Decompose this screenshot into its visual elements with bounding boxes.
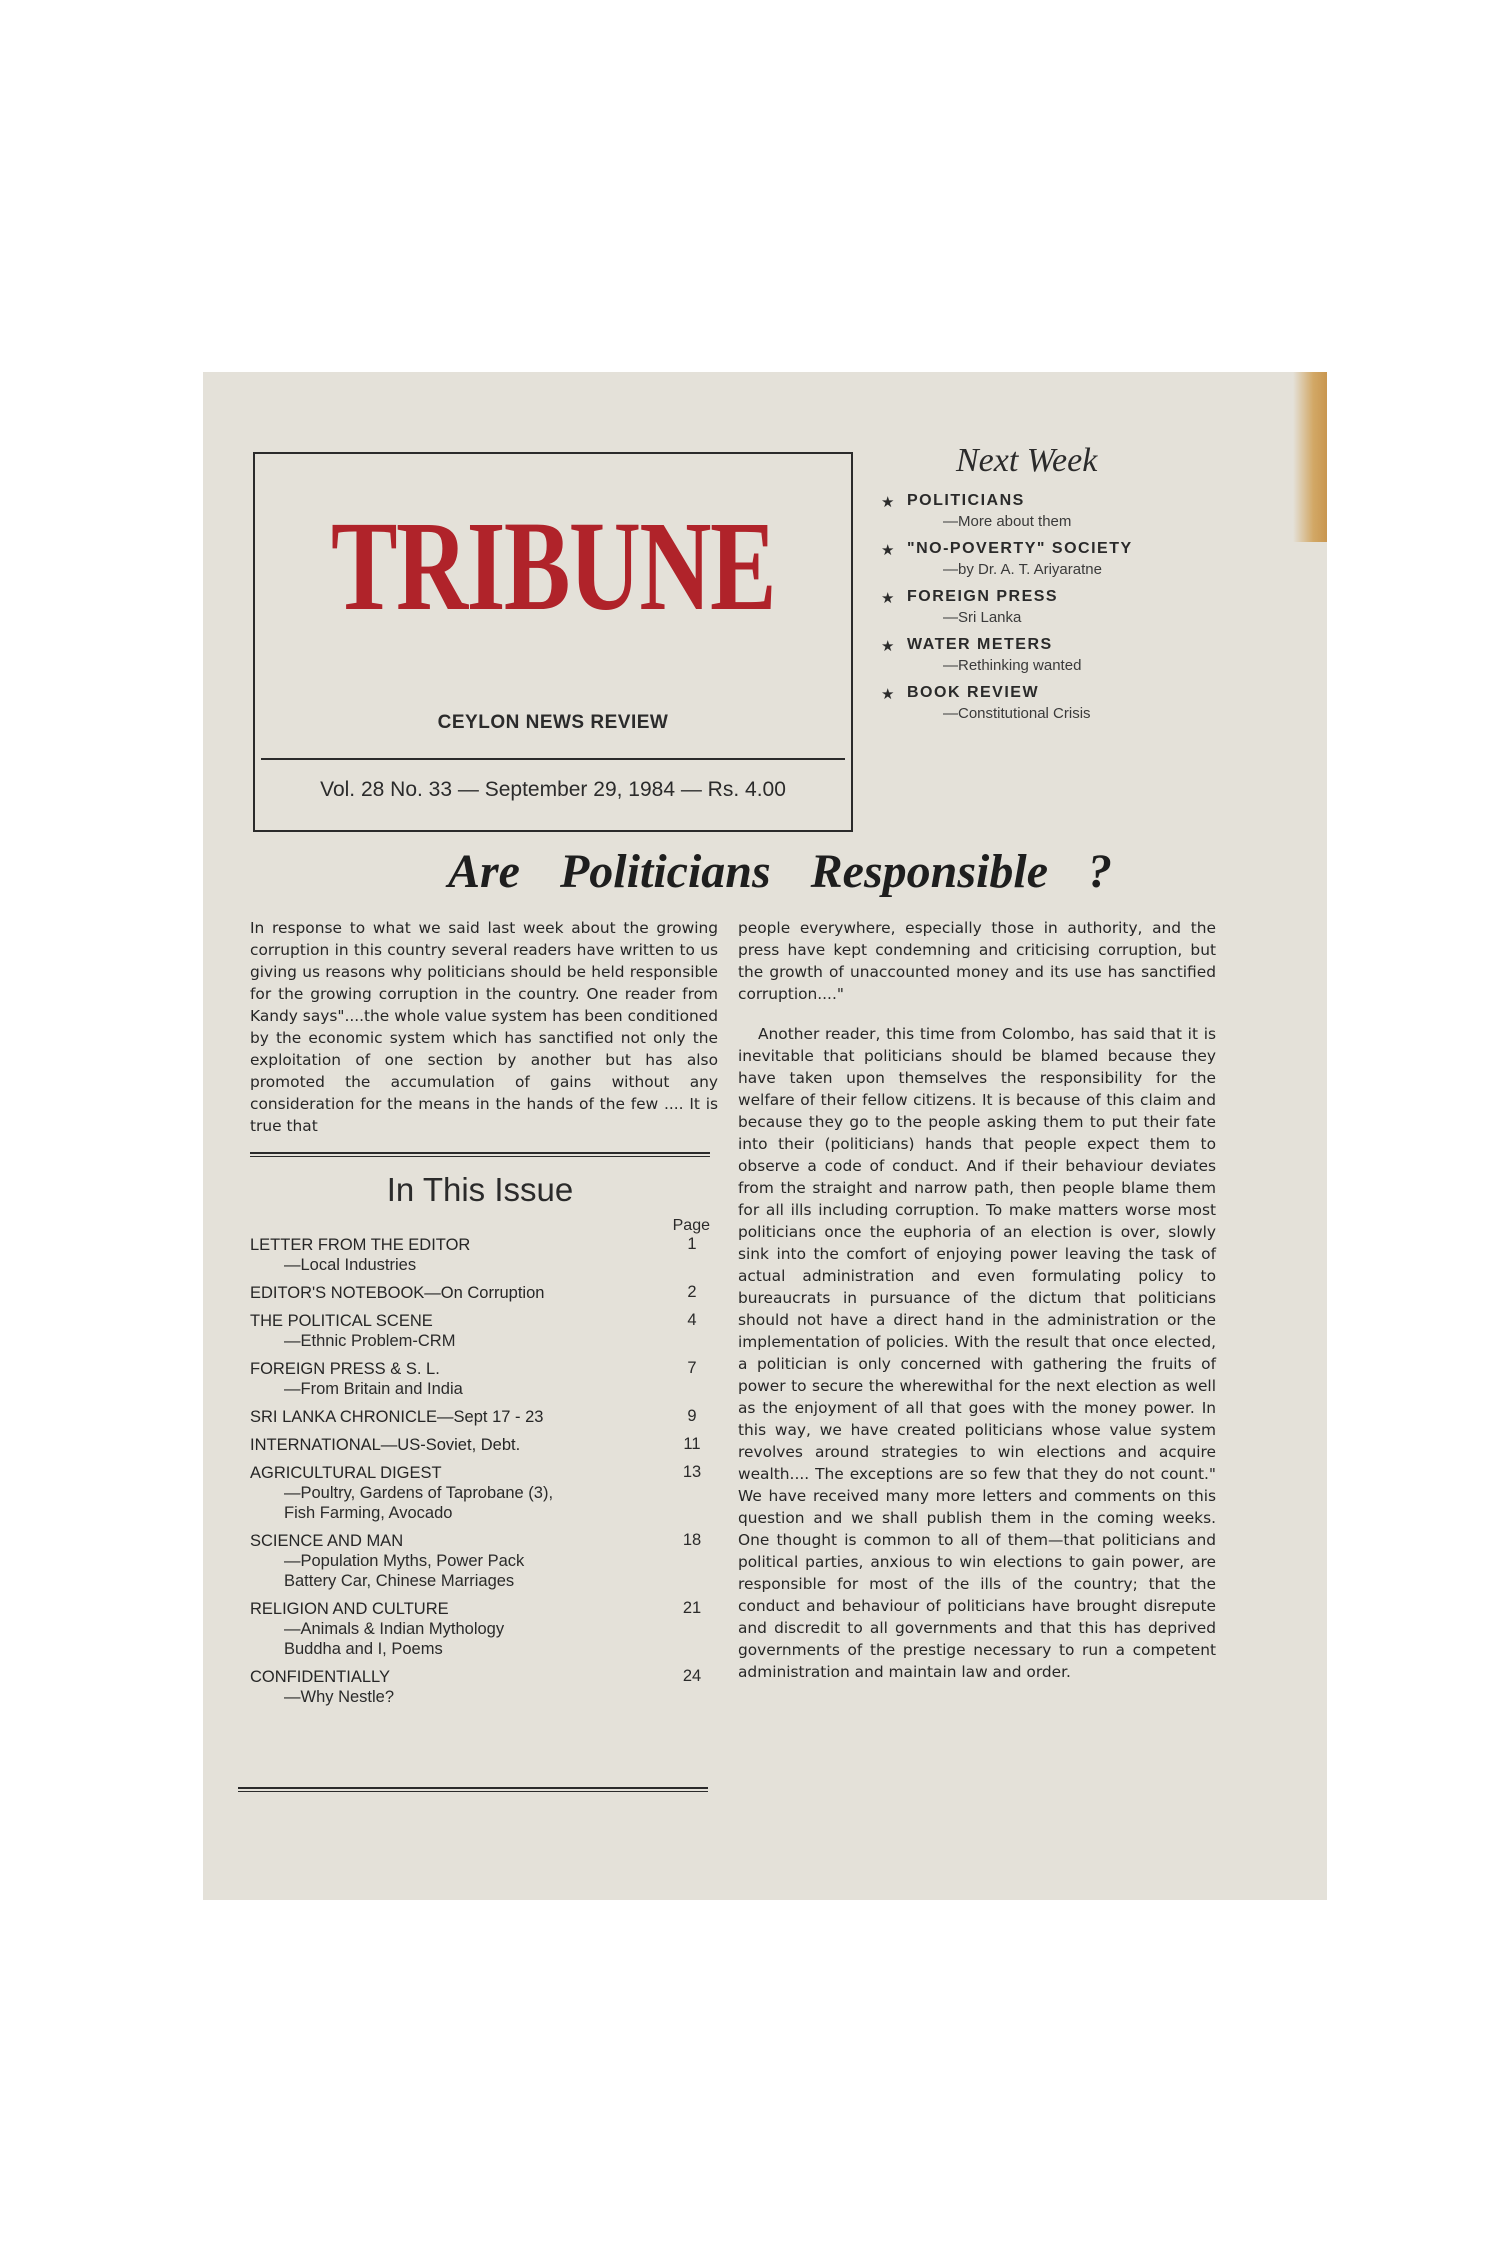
next-week-panel: [881, 442, 1301, 732]
next-week-title: Next Week: [956, 442, 1098, 479]
toc-entry-page: 11: [683, 1435, 701, 1453]
toc-entry-page: 7: [687, 1359, 697, 1377]
toc-entry-sub: —Poultry, Gardens of Taprobane (3),: [284, 1484, 554, 1502]
magazine-page: [203, 372, 1327, 1900]
article-left-column: [250, 917, 718, 1137]
toc-entry-sub: Fish Farming, Avocado: [284, 1504, 453, 1522]
next-week-item-sub: —by Dr. A. T. Ariyaratne: [943, 561, 1102, 578]
next-week-item-title: WATER METERS: [907, 636, 1053, 653]
toc-entry-title: CONFIDENTIALLY: [250, 1668, 390, 1686]
toc-entry-sub: —From Britain and India: [284, 1380, 463, 1398]
toc-entry-title: AGRICULTURAL DIGEST: [250, 1464, 442, 1482]
toc-entry: [250, 1435, 710, 1455]
toc-entry-sub: —Ethnic Problem-CRM: [284, 1332, 456, 1350]
toc-entry-page: 24: [682, 1667, 702, 1685]
divider: [238, 1787, 708, 1792]
toc-entry-title: FOREIGN PRESS & S. L.: [250, 1360, 440, 1378]
toc-entry-page: 18: [682, 1531, 702, 1549]
next-week-item-sub: —Constitutional Crisis: [943, 705, 1091, 722]
toc-entry-title: SRI LANKA CHRONICLE—Sept 17 - 23: [250, 1408, 544, 1426]
next-week-item: [881, 588, 1301, 626]
next-week-item: [881, 540, 1301, 578]
toc-list: [250, 1235, 710, 1707]
toc-entry-page: 13: [682, 1463, 702, 1481]
article-paragraph: Another reader, this time from Colombo, has said that it is inevitable that politicians should be blamed because they have taken upon themselves the responsibility for the welfare of their fellow citizens. It is because of this claim and because they go to the people asking them to put their fate into their (politicians) hands that people expect them to observe a code of conduct. And if their behaviour deviates from the straight and narrow path, then people blame them for all ills including corruption. To make matters worse most politicians once the euphoria of an election is over, slowly sink into the comfort of enjoying power leaving the task of actual administration and even formulating policy to bureaucrats in pursuance of the dictum that politicians should not have a direct hand in the administration or the implementation of policies. With the result that once elected, a politician is only concerned with gathering the fruits of power to secure the wherewithal for the next election as well as the enjoyment of all that goes with the money power. In this way, we have created politicians whose value system revolves around strategies to win elections and acquire wealth.... The exceptions are so few that they do not count." We have received many more letters and comments on this question and we shall publish them in the coming weeks. One thought is common to all of them—that politicians and political parties, anxious to win elections to gain power, are responsible for most of the ills of the country; that the conduct and behaviour of politicians have brought disrepute and discredit to all governments and that this has deprived governments of the prestige necessary to run a competent administration and maintain law and order.: [738, 1025, 1216, 1681]
toc-entry: [250, 1311, 710, 1351]
next-week-item: [881, 492, 1301, 530]
toc-entry-sub: —Local Industries: [284, 1256, 417, 1274]
toc-entry-sub: —Why Nestle?: [284, 1688, 395, 1706]
toc-entry-page: 1: [687, 1235, 697, 1253]
next-week-item: [881, 636, 1301, 674]
toc-entry: [250, 1531, 710, 1591]
toc-entry-page: 21: [682, 1599, 702, 1617]
toc-entry-title: EDITOR'S NOTEBOOK—On Corruption: [250, 1284, 545, 1302]
toc-entry-sub: —Animals & Indian Mythology: [284, 1620, 505, 1638]
next-week-item-sub: —More about them: [943, 513, 1072, 530]
headline: Are Politicians Responsible ?: [447, 845, 1113, 898]
toc-entry-sub: Battery Car, Chinese Marriages: [284, 1572, 515, 1590]
toc-entry-page: 2: [687, 1283, 697, 1301]
divider: [250, 1152, 710, 1157]
toc-entry: [250, 1407, 710, 1427]
toc-entry-sub: Buddha and I, Poems: [284, 1640, 443, 1658]
toc-entry: [250, 1235, 710, 1275]
star-icon: ★: [881, 638, 895, 655]
article-paragraph: In response to what we said last week about the growing corruption in this country several readers have written to us giving us reasons why politicians should be held responsible for the growing corruption in the country. One reader from Kandy says"....the whole value system has been conditioned by the economic system which has sanctified not only the exploitation of one section by another but has also promoted the accumulation of gains without any consideration for the means in the hands of the few .... It is true that: [250, 919, 718, 1135]
star-icon: ★: [881, 542, 895, 559]
toc-entry-page: 4: [687, 1311, 697, 1329]
next-week-list: [881, 492, 1301, 722]
star-icon: ★: [881, 494, 895, 511]
table-of-contents: [250, 1152, 710, 1715]
toc-entry-title: LETTER FROM THE EDITOR: [250, 1236, 471, 1254]
masthead-box: [261, 460, 845, 760]
toc-entry-title: RELIGION AND CULTURE: [250, 1600, 449, 1618]
star-icon: ★: [881, 590, 895, 607]
toc-entry: [250, 1667, 710, 1707]
next-week-item-sub: —Sri Lanka: [943, 609, 1022, 626]
toc-page-label: Page: [672, 1217, 710, 1234]
star-icon: ★: [881, 686, 895, 703]
toc-entry-title: INTERNATIONAL—US-Soviet, Debt.: [250, 1436, 521, 1454]
toc-entry-page: 9: [687, 1407, 697, 1425]
toc-entry: [250, 1599, 710, 1659]
toc-entry-title: SCIENCE AND MAN: [250, 1532, 404, 1550]
toc-title: In This Issue: [386, 1171, 574, 1208]
article-right-column: [738, 917, 1216, 1701]
toc-entry: [250, 1463, 710, 1523]
toc-entry-title: THE POLITICAL SCENE: [250, 1312, 433, 1330]
next-week-item-title: FOREIGN PRESS: [907, 588, 1059, 605]
toc-entry-sub: —Population Myths, Power Pack: [284, 1552, 525, 1570]
masthead-subtitle: CEYLON NEWS REVIEW: [437, 712, 669, 733]
next-week-item-sub: —Rethinking wanted: [943, 657, 1082, 674]
next-week-item: [881, 684, 1301, 722]
masthead: [253, 452, 853, 832]
next-week-item-title: BOOK REVIEW: [907, 684, 1040, 701]
tribune-logo: TRIBUNE: [330, 495, 776, 637]
issue-line: Vol. 28 No. 33 — September 29, 1984 — Rs. 4.00: [320, 778, 786, 801]
next-week-item-title: POLITICIANS: [907, 492, 1025, 509]
next-week-item-title: "NO-POVERTY" SOCIETY: [907, 540, 1133, 557]
article-paragraph: people everywhere, especially those in authority, and the press have kept condemning and criticising corruption, but the growth of unaccounted money and its use has sanctified corruption....": [738, 919, 1216, 1003]
toc-entry: [250, 1283, 710, 1303]
toc-entry: [250, 1359, 710, 1399]
